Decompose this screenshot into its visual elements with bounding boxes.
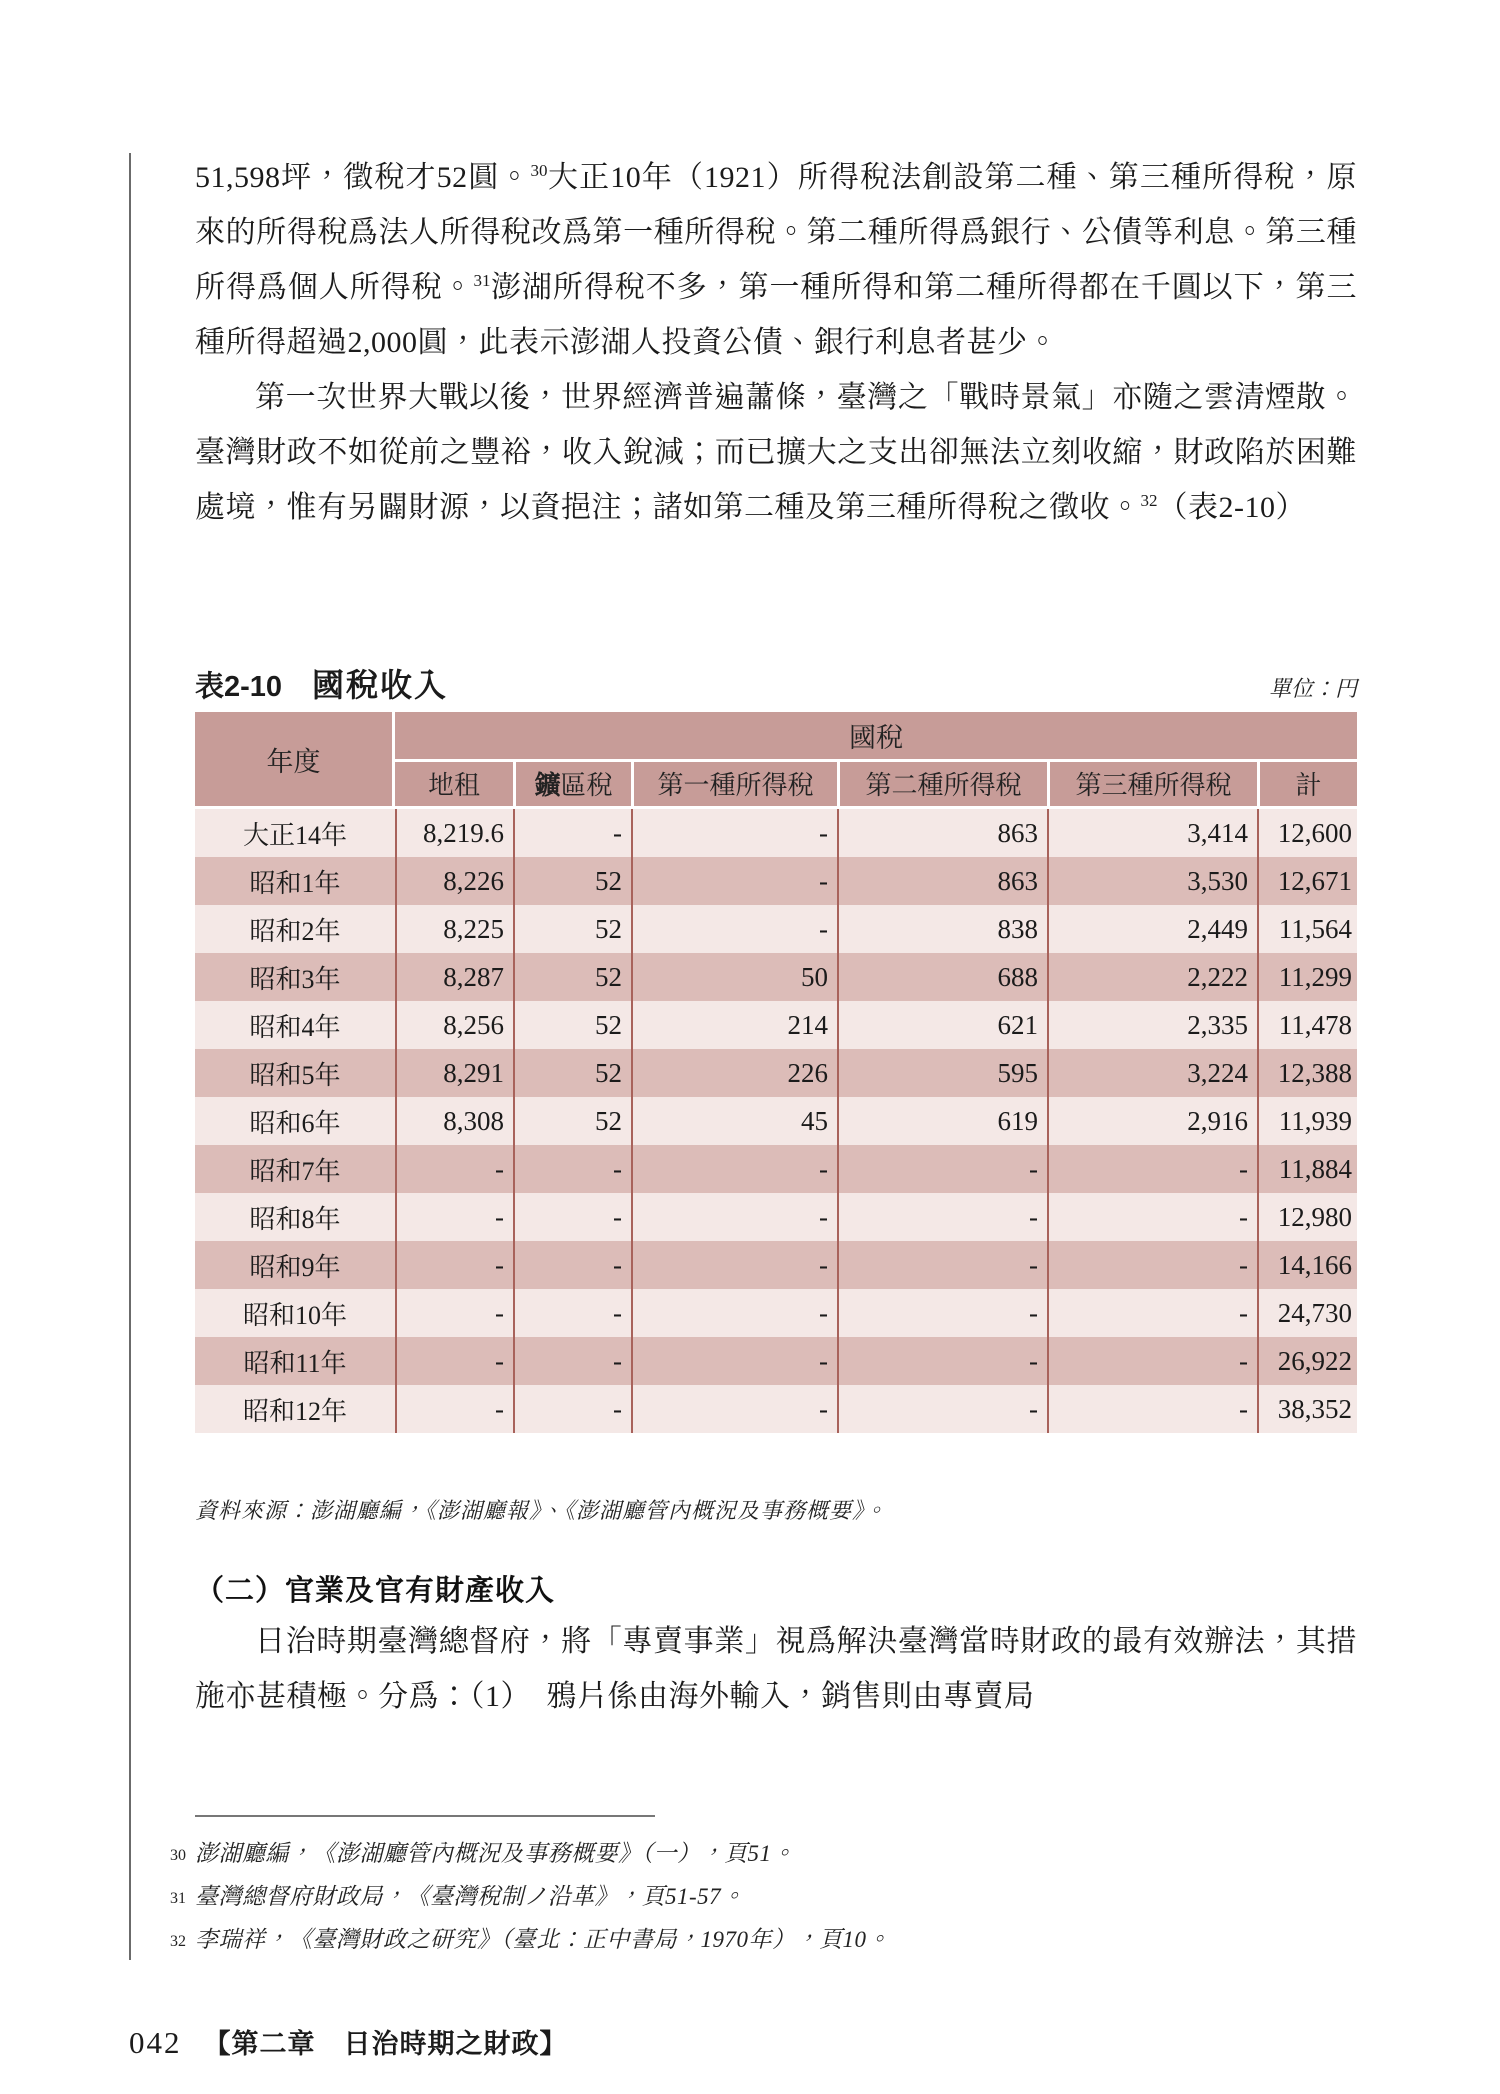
value-cell: 11,564: [1257, 905, 1357, 953]
value-cell: 38,352: [1257, 1385, 1357, 1433]
value-cell: 52: [513, 953, 631, 1001]
footnote-30: [170, 1832, 1330, 1875]
value-cell: 595: [837, 1049, 1047, 1097]
value-cell: 863: [837, 809, 1047, 857]
value-cell: -: [513, 1145, 631, 1193]
header-income-tax-1: 第一種所得稅: [631, 762, 837, 809]
value-cell: -: [837, 1337, 1047, 1385]
value-cell: -: [1047, 1193, 1257, 1241]
value-cell: 52: [513, 857, 631, 905]
year-cell: 昭和3年: [195, 953, 395, 1001]
value-cell: 12,388: [1257, 1049, 1357, 1097]
year-cell: 昭和7年: [195, 1145, 395, 1193]
value-cell: 3,530: [1047, 857, 1257, 905]
value-cell: 11,478: [1257, 1001, 1357, 1049]
year-cell: 昭和1年: [195, 857, 395, 905]
value-cell: -: [395, 1145, 513, 1193]
value-cell: -: [631, 809, 837, 857]
value-cell: 8,226: [395, 857, 513, 905]
table-row: [195, 953, 1357, 1001]
value-cell: 863: [837, 857, 1047, 905]
footnote-text: 李瑞祥，《臺灣財政之研究》（臺北：正中書局，1970年），頁10。: [195, 1927, 890, 1952]
footnote-text: 澎湖廳編，《澎湖廳管內概況及事務概要》（一），頁51。: [195, 1841, 795, 1866]
year-cell: 大正14年: [195, 809, 395, 857]
value-cell: -: [395, 1385, 513, 1433]
value-cell: -: [631, 1241, 837, 1289]
footnote-number: 32: [170, 1933, 186, 1950]
value-cell: -: [1047, 1145, 1257, 1193]
table-row: [195, 905, 1357, 953]
footnote-31: [170, 1875, 1330, 1918]
value-cell: 226: [631, 1049, 837, 1097]
national-tax-table-wrap: [195, 712, 1357, 1433]
value-cell: 621: [837, 1001, 1047, 1049]
paragraph-text: 51,598坪，徵稅才52圓。: [195, 161, 531, 194]
table-row: [195, 809, 1357, 857]
header-total: 計: [1257, 762, 1357, 809]
year-cell: 昭和2年: [195, 905, 395, 953]
value-cell: -: [1047, 1289, 1257, 1337]
value-cell: 12,671: [1257, 857, 1357, 905]
value-cell: 45: [631, 1097, 837, 1145]
footnote-divider: [195, 1815, 655, 1817]
value-cell: -: [395, 1337, 513, 1385]
header-land-rent: 地租: [395, 762, 513, 809]
value-cell: 2,449: [1047, 905, 1257, 953]
value-cell: -: [513, 1241, 631, 1289]
table-title: 國稅收入: [312, 667, 449, 703]
value-cell: 619: [837, 1097, 1047, 1145]
value-cell: 52: [513, 1097, 631, 1145]
value-cell: -: [631, 857, 837, 905]
footnotes-block: [170, 1832, 1330, 1961]
value-cell: -: [837, 1385, 1047, 1433]
paragraph-postwar-economy: [195, 370, 1357, 535]
table-source-note: 資料來源：澎湖廳編，《澎湖廳報》、《澎湖廳管內概況及事務概要》。: [195, 1498, 888, 1523]
footnote-number: 31: [170, 1890, 186, 1907]
value-cell: -: [395, 1289, 513, 1337]
header-income-tax-2: 第二種所得稅: [837, 762, 1047, 809]
value-cell: 2,335: [1047, 1001, 1257, 1049]
year-cell: 昭和9年: [195, 1241, 395, 1289]
value-cell: 14,166: [1257, 1241, 1357, 1289]
value-cell: 2,222: [1047, 953, 1257, 1001]
table-row: [195, 1001, 1357, 1049]
footnote-number: 30: [170, 1847, 186, 1864]
value-cell: -: [1047, 1241, 1257, 1289]
value-cell: -: [631, 1145, 837, 1193]
year-cell: 昭和10年: [195, 1289, 395, 1337]
value-cell: -: [631, 1193, 837, 1241]
value-cell: 838: [837, 905, 1047, 953]
table-row: [195, 1193, 1357, 1241]
value-cell: 52: [513, 1001, 631, 1049]
value-cell: 26,922: [1257, 1337, 1357, 1385]
value-cell: 3,224: [1047, 1049, 1257, 1097]
national-tax-table: [195, 712, 1357, 1433]
value-cell: 12,980: [1257, 1193, 1357, 1241]
table-row: [195, 857, 1357, 905]
value-cell: 11,939: [1257, 1097, 1357, 1145]
value-cell: -: [631, 1385, 837, 1433]
value-cell: -: [1047, 1337, 1257, 1385]
footnote-ref-30: 30: [530, 161, 548, 180]
value-cell: -: [513, 1289, 631, 1337]
year-cell: 昭和5年: [195, 1049, 395, 1097]
paragraph-text: 大正10年（1921）所得稅法創設第二種、第三種所得稅，原來的所得稅爲法人所得稅改爲第一種所得稅。第二種所得爲銀行、公債等利息。第三種所得爲個人所得稅。: [195, 161, 1358, 304]
paragraph-text: （表2-10）: [1157, 491, 1306, 524]
table-caption: [195, 660, 1357, 706]
header-mining-tax: 鑛區稅: [513, 762, 631, 809]
year-cell: 昭和8年: [195, 1193, 395, 1241]
value-cell: -: [395, 1193, 513, 1241]
value-cell: 12,600: [1257, 809, 1357, 857]
footnote-32: [170, 1918, 1330, 1961]
value-cell: 214: [631, 1001, 837, 1049]
table-row: [195, 1145, 1357, 1193]
value-cell: -: [1047, 1385, 1257, 1433]
value-cell: -: [837, 1193, 1047, 1241]
table-row: [195, 1337, 1357, 1385]
page-footer: [129, 2022, 568, 2061]
year-cell: 昭和6年: [195, 1097, 395, 1145]
body-text-block-2: [195, 1614, 1357, 1724]
value-cell: -: [513, 1385, 631, 1433]
header-year: 年度: [195, 712, 395, 809]
chapter-title: 【第二章 日治時期之財政】: [203, 2029, 568, 2059]
value-cell: -: [395, 1241, 513, 1289]
left-margin-rule: [129, 153, 131, 1960]
paragraph-income-tax: [195, 150, 1357, 370]
value-cell: 8,219.6: [395, 809, 513, 857]
paragraph-monopoly: 日治時期臺灣總督府，將「專賣事業」視爲解決臺灣當時財政的最有效辦法，其措施亦甚積極。分爲：（1） 鴉片係由海外輸入，銷售則由專賣局: [195, 1625, 1357, 1713]
table-row: [195, 1385, 1357, 1433]
table-row: [195, 1049, 1357, 1097]
body-text-block: [195, 150, 1357, 535]
table-row: [195, 1241, 1357, 1289]
value-cell: -: [837, 1289, 1047, 1337]
paragraph-text: 澎湖所得稅不多，第一種所得和第二種所得都在千圓以下，第三種所得超過2,000圓，此表示澎湖人投資公債、銀行利息者甚少。: [195, 271, 1358, 359]
header-income-tax-3: 第三種所得稅: [1047, 762, 1257, 809]
year-cell: 昭和4年: [195, 1001, 395, 1049]
value-cell: -: [513, 1337, 631, 1385]
value-cell: -: [631, 1289, 837, 1337]
value-cell: 8,291: [395, 1049, 513, 1097]
value-cell: -: [513, 1193, 631, 1241]
value-cell: 8,287: [395, 953, 513, 1001]
footnote-ref-31: 31: [473, 271, 491, 290]
value-cell: 2,916: [1047, 1097, 1257, 1145]
paragraph-text: 第一次世界大戰以後，世界經濟普遍蕭條，臺灣之「戰時景氣」亦隨之雲清煙散。臺灣財政不如從前之豐裕，收入銳減；而已擴大之支出卻無法立刻收縮，財政陷於困難處境，惟有另闢財源，以資挹注；諸如第二種及第三種所得稅之徵收。: [195, 381, 1357, 524]
value-cell: 11,299: [1257, 953, 1357, 1001]
header-national-tax-group: 國稅: [395, 712, 1357, 762]
value-cell: -: [837, 1145, 1047, 1193]
section-heading: （二）官業及官有財產收入: [195, 1575, 556, 1607]
value-cell: 8,308: [395, 1097, 513, 1145]
page-number: 042: [129, 2025, 182, 2060]
footnote-ref-32: 32: [1140, 491, 1158, 510]
value-cell: -: [513, 809, 631, 857]
table-body: [195, 809, 1357, 1433]
value-cell: 8,225: [395, 905, 513, 953]
value-cell: -: [631, 905, 837, 953]
value-cell: 52: [513, 905, 631, 953]
footnote-text: 臺灣總督府財政局，《臺灣稅制ノ沿革》，頁51-57。: [195, 1884, 745, 1909]
value-cell: 8,256: [395, 1001, 513, 1049]
value-cell: 11,884: [1257, 1145, 1357, 1193]
table-unit: 單位：円: [1268, 676, 1357, 701]
value-cell: 3,414: [1047, 809, 1257, 857]
value-cell: 52: [513, 1049, 631, 1097]
table-row: [195, 1289, 1357, 1337]
year-cell: 昭和11年: [195, 1337, 395, 1385]
value-cell: 50: [631, 953, 837, 1001]
table-row: [195, 1097, 1357, 1145]
table-label: 表2-10: [195, 671, 283, 703]
value-cell: -: [631, 1337, 837, 1385]
year-cell: 昭和12年: [195, 1385, 395, 1433]
value-cell: 688: [837, 953, 1047, 1001]
value-cell: 24,730: [1257, 1289, 1357, 1337]
value-cell: -: [837, 1241, 1047, 1289]
